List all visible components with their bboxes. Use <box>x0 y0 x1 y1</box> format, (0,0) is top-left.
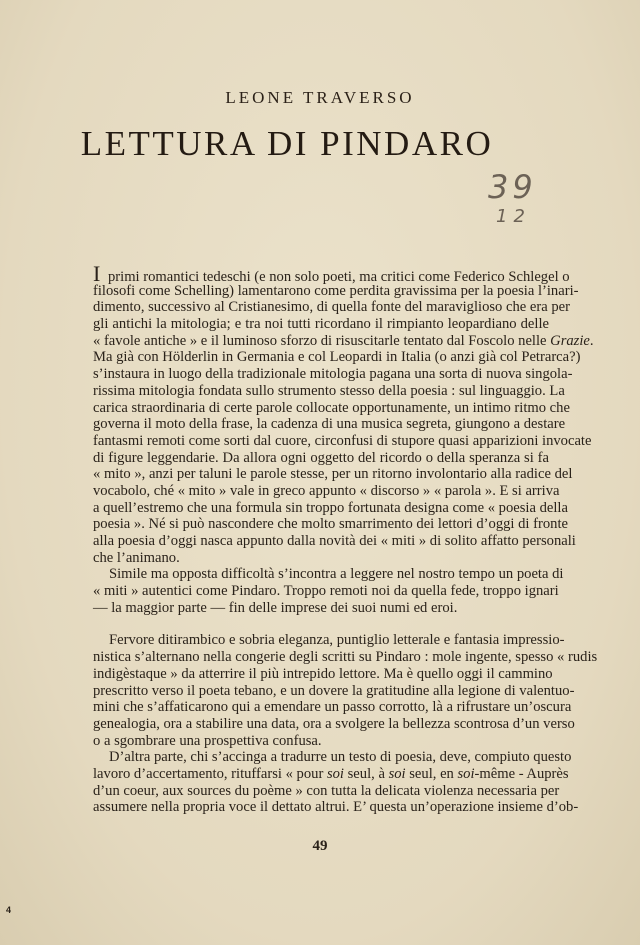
handwritten-annotation-bottom: 12 <box>496 206 531 227</box>
text-line: fantasmi remoti come sorti dal cuore, circonfusi di stupore quasi apparizioni invocate <box>93 432 592 449</box>
text-line: Ma già con Hölderlin in Germania e col Leopardi in Italia (o anzi già col Petrarca?) <box>93 349 581 366</box>
text-line: s’instaura in luogo della tradizionale mitologia pagana una sorta di nuova singola- <box>93 366 573 383</box>
text-line: « mito », anzi per taluni le parole stesse, per un ritorno involontario alla radice del <box>93 466 573 483</box>
italic-word: soi <box>457 765 475 782</box>
paragraph <box>93 566 564 616</box>
italic-word: Grazie <box>550 332 590 349</box>
text-line: carica straordinaria di certe parole collocate opportunamente, un intimo ritmo che <box>93 399 570 416</box>
text-line: prescritto verso il poeta tebano, e un dovere la gratitudine alla legione di valentuo- <box>93 682 575 699</box>
handwritten-annotation-top: 39 <box>488 168 537 206</box>
italic-word: soi <box>388 765 406 782</box>
text-line: che l’animano. <box>93 549 180 566</box>
text-line: dimento, successivo al Cristianesimo, di quella fonte del maraviglioso che era per <box>93 299 570 316</box>
corner-mark: 4 <box>6 905 12 915</box>
text-line: D’altra parte, chi s’accinga a tradurre un testo di poesia, deve, compiuto questo <box>109 749 572 766</box>
italic-word: soi <box>326 765 344 782</box>
article-body <box>93 261 598 816</box>
text-line: vocabolo, ché « mito » vale in greco appunto « discorso » « parola ». E si arriva <box>93 482 560 499</box>
text-line: rissima mitologia fondata sullo strumento stesso della poesia : sul linguaggio. La <box>93 382 565 399</box>
paragraph-gap <box>93 616 549 632</box>
text-line: gli antichi la mitologia; e tra noi tutti ricordano il rimpianto leopardiano delle <box>93 316 549 333</box>
text-line: nistica s’alternano nella congerie degli scritti su Pindaro : mole ingente, spesso « rudis <box>93 649 598 666</box>
initial-letter: I <box>93 261 101 286</box>
text-line: governa il moto della frase, la cadenza di una musica segreta, giungono a destare <box>93 416 566 433</box>
paragraph <box>93 632 598 749</box>
text-line: filosofi come Schelling) lamentarono come perdita gravissima per la poesia l’inari- <box>93 282 579 299</box>
text-line: o a sgombrare una prospettiva confusa. <box>93 732 322 749</box>
page-number: 49 <box>312 838 328 854</box>
text-line: « miti » autentici come Pindaro. Troppo remoti noi da quella fede, troppo ignari <box>93 583 559 600</box>
author-name: LEONE TRAVERSO <box>225 88 415 107</box>
text-line: d’un coeur, aux sources du poème » con tutta la delicata violenza necessaria per <box>93 782 560 799</box>
text-line: mini che s’affaticarono qui a emendare un passo corrotto, là a rifrustare un’oscura <box>93 699 572 716</box>
text-line: indigèstaque » da atterrire il più intrepido lettore. Ma è quello oggi il cammino <box>93 665 553 682</box>
text-line: assumere nella propria voce il dettato altrui. E’ questa un’operazione insieme d’ob- <box>93 799 579 816</box>
paragraph <box>93 261 594 566</box>
text-line: « favole antiche » e il luminoso sforzo di risuscitarle tentato dal Foscolo nelle Grazie. <box>93 332 594 349</box>
text-line: I primi romantici tedeschi (e non solo poeti, ma critici come Federico Schlegel o <box>93 261 570 286</box>
paragraph <box>93 749 579 816</box>
text-line: — la maggior parte — fin delle imprese dei suoi numi ed eroi. <box>93 599 458 616</box>
text-line: alla poesia d’oggi nasca appunto dalla novità dei « miti » di solito affatto personali <box>93 533 576 549</box>
text-line: Fervore ditirambico e sobria eleganza, puntiglio letterale e fantasia impressio- <box>109 632 565 649</box>
text-line: a quell’estremo che una formula sin troppo fortunata designa come « poesia della <box>93 499 568 516</box>
text-line: lavoro d’accertamento, rituffarsi « pour soi seul, à soi seul, en soi-même - Auprès <box>93 765 569 782</box>
article-title: LETTURA DI PINDARO <box>80 124 494 163</box>
text-line: poesia ». Né si può nascondere che molto smarrimento dei lettori d’oggi di fronte <box>93 516 568 533</box>
text-line: Simile ma opposta difficoltà s’incontra a leggere nel nostro tempo un poeta di <box>109 566 564 583</box>
text-line: di figure leggendarie. Da allora ogni oggetto del ricordo o della speranza si fa <box>93 449 549 466</box>
text-line: genealogia, ora a stabilire una data, ora a svolgere la bellezza scontrosa d’un verso <box>93 715 575 732</box>
